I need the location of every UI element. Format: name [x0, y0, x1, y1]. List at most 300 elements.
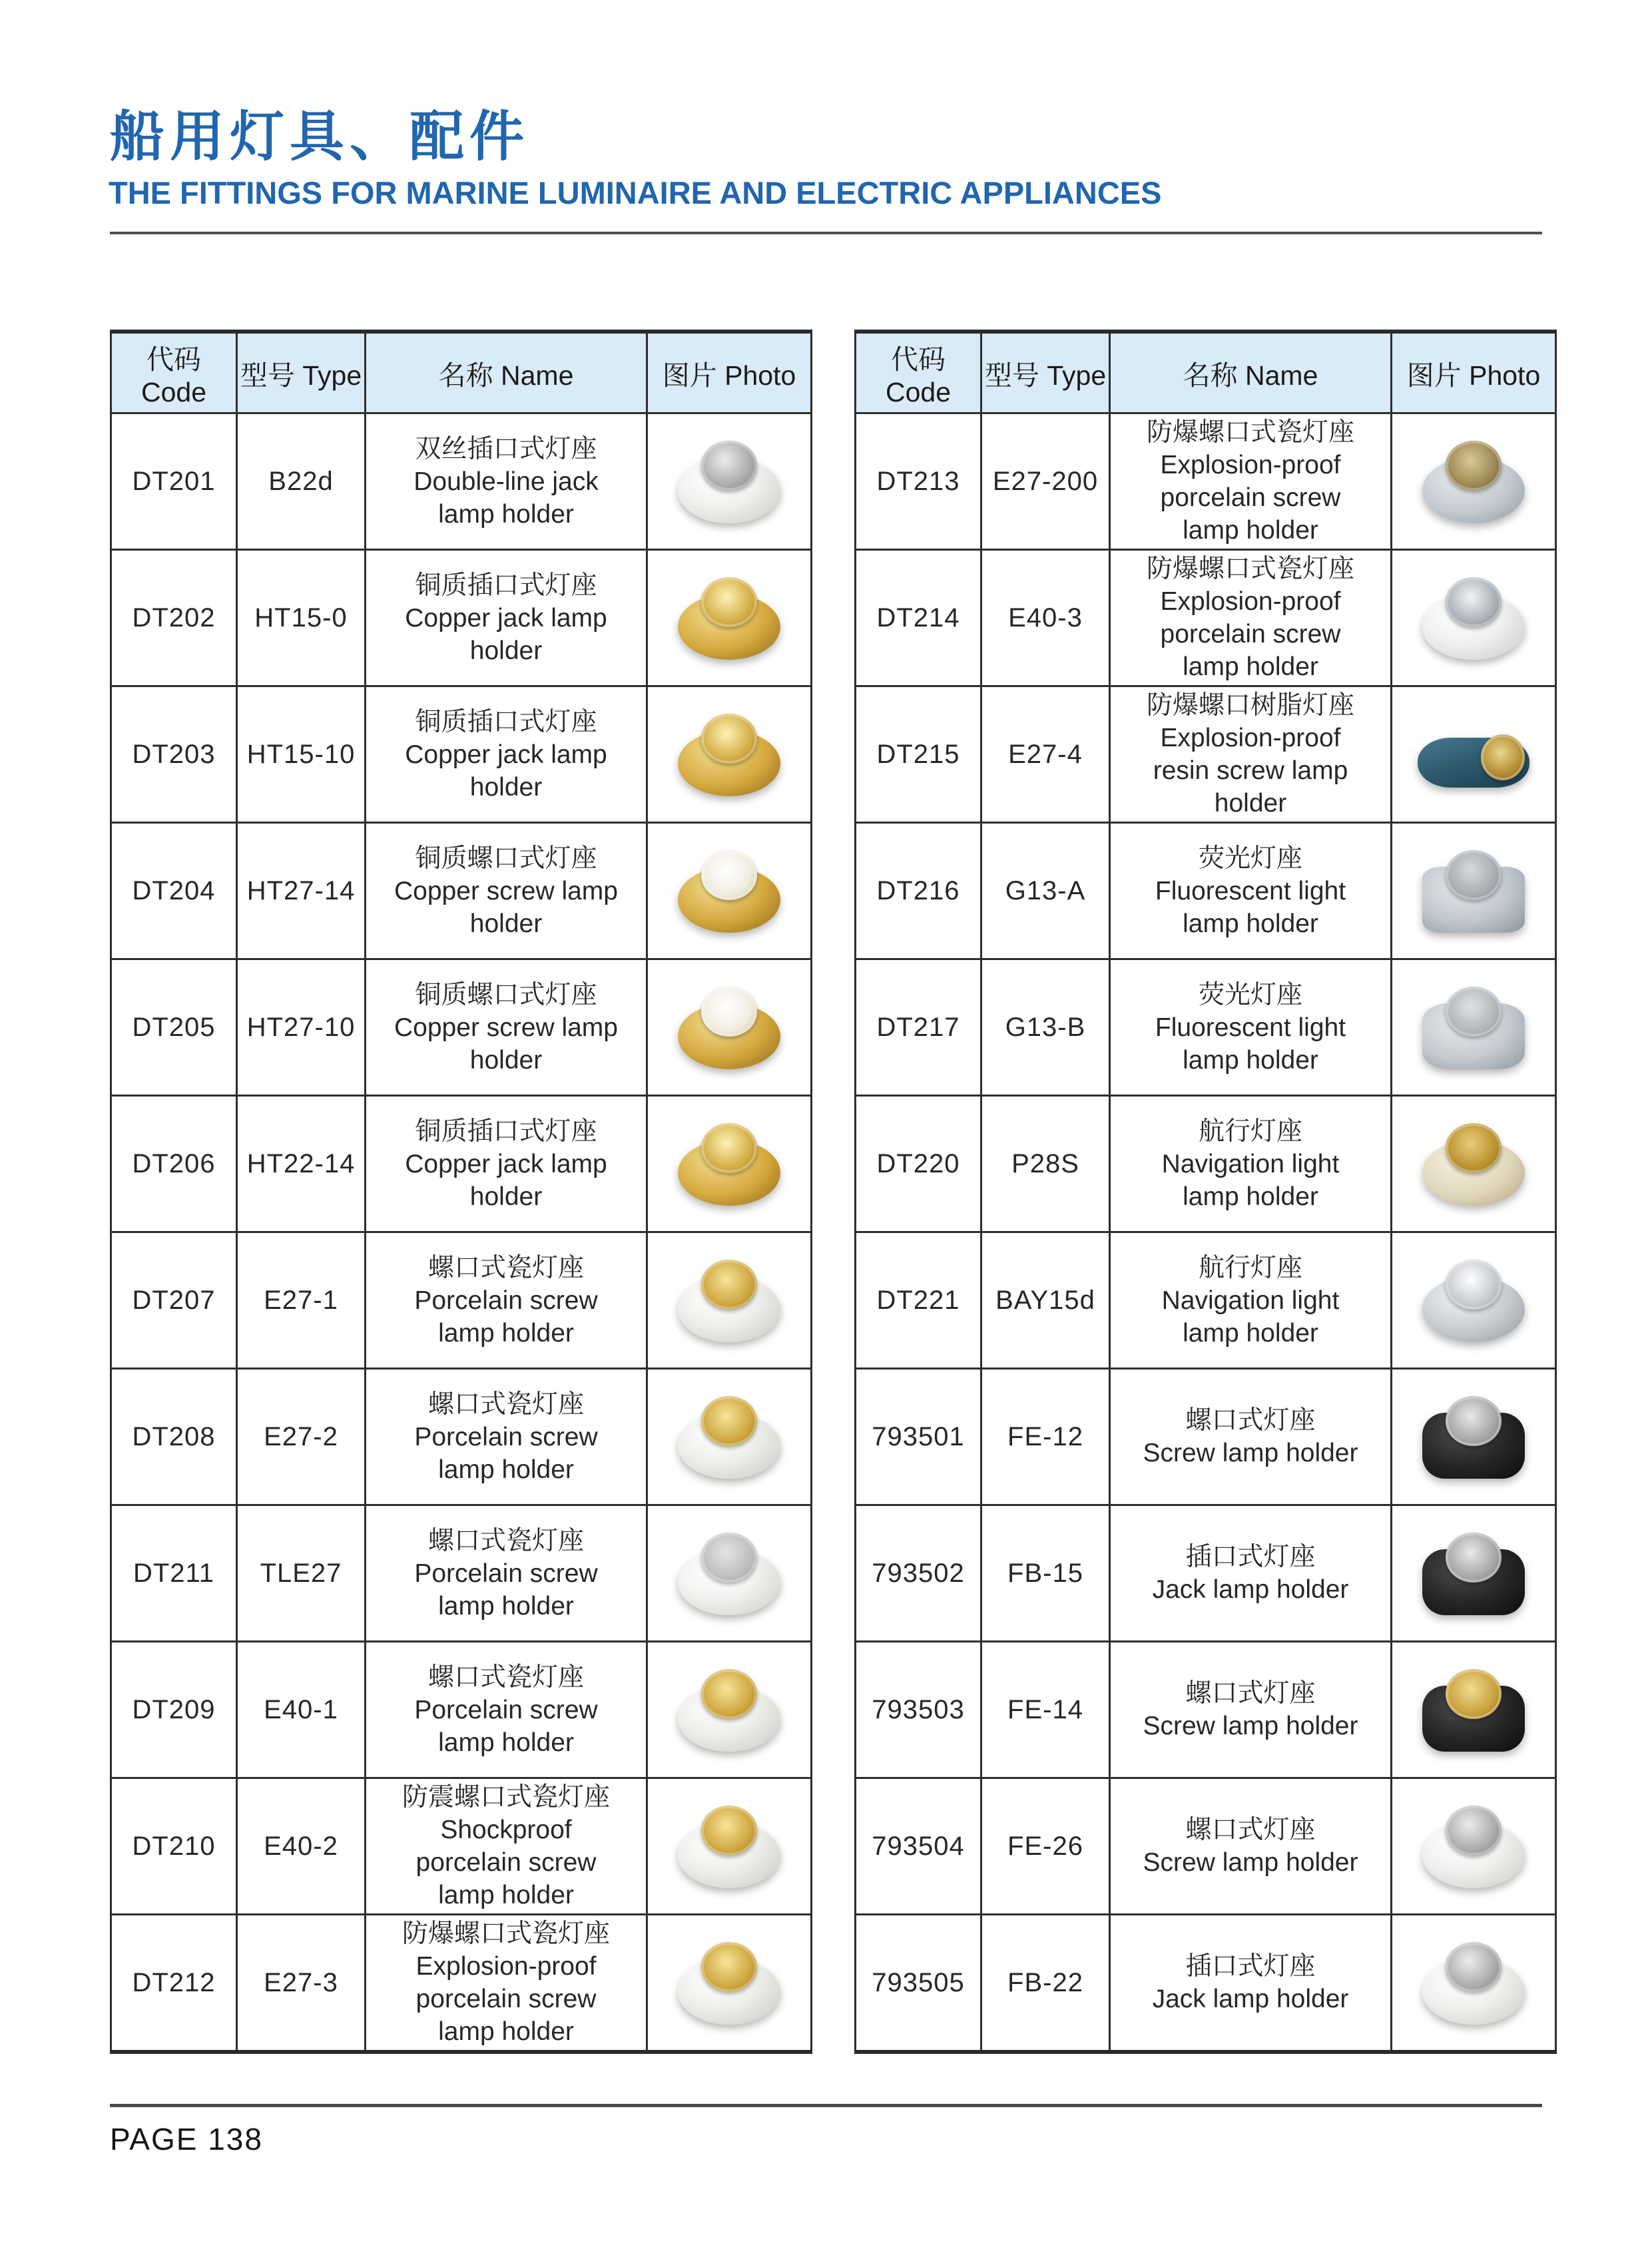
type-cell — [237, 1232, 366, 1369]
product-name-en: Shockproof porcelain screw lamp holder — [415, 1816, 597, 1909]
photo-cell — [1392, 686, 1556, 823]
product-name — [1111, 1950, 1390, 2015]
product-type: E27-2 — [264, 1421, 338, 1451]
product-code: 793503 — [872, 1694, 965, 1724]
product-name-en: Jack lamp holder — [1152, 1985, 1349, 2013]
product-name-zh: 防爆螺口树脂灯座 — [1146, 691, 1354, 720]
photo-cell — [647, 1505, 812, 1642]
table-row — [111, 686, 812, 823]
product-code: 793502 — [872, 1558, 965, 1588]
product-name-zh: 防爆螺口式瓷灯座 — [402, 1919, 610, 1948]
photo-cell — [647, 550, 812, 686]
product-name-zh: 防爆螺口式瓷灯座 — [1146, 418, 1354, 447]
product-name-en: Navigation light lamp holder — [1161, 1286, 1340, 1348]
product-name — [366, 842, 646, 940]
product-name-zh: 螺口式灯座 — [1185, 1679, 1316, 1708]
product-name-en: Explosion-proof porcelain screw lamp holder — [415, 1952, 597, 2046]
product-type: FB-22 — [1007, 1967, 1083, 1997]
code-cell — [856, 1778, 981, 1915]
table-row — [111, 413, 812, 550]
photo-core-shape — [1446, 1942, 1502, 1992]
photo-core-shape — [701, 441, 757, 491]
product-code: DT209 — [132, 1694, 216, 1724]
product-type: B22d — [268, 466, 334, 496]
type-cell — [237, 686, 366, 823]
name-cell — [1110, 550, 1392, 686]
photo-core-shape — [1446, 1123, 1502, 1173]
product-code: DT208 — [132, 1421, 216, 1451]
product-type: HT15-10 — [246, 739, 356, 769]
product-name — [1111, 1814, 1390, 1879]
type-cell — [981, 413, 1110, 550]
product-photo — [1416, 981, 1532, 1073]
product-name-en: Porcelain screw lamp holder — [414, 1422, 598, 1484]
code-cell — [111, 1915, 237, 2053]
photo-cell — [647, 686, 812, 823]
name-cell — [366, 823, 647, 959]
product-name-en: Fluorescent light lamp holder — [1155, 876, 1346, 938]
code-cell — [856, 1642, 981, 1778]
table-row — [111, 959, 812, 1096]
table-row — [111, 550, 812, 686]
product-type: E27-1 — [264, 1285, 338, 1315]
product-type: TLE27 — [260, 1558, 342, 1588]
product-photo — [671, 981, 788, 1073]
product-name-en: Double-line jack lamp holder — [413, 467, 599, 529]
product-type: E27-4 — [1008, 739, 1083, 769]
catalog-table-right — [854, 330, 1557, 2054]
photo-cell — [647, 1232, 812, 1369]
product-name-zh: 插口式灯座 — [1185, 1543, 1316, 1571]
product-type: E40-2 — [264, 1831, 338, 1861]
table-row — [111, 1369, 812, 1505]
product-name-en: Screw lamp holder — [1143, 1848, 1358, 1877]
code-cell — [111, 1369, 237, 1505]
name-cell — [1110, 413, 1392, 550]
product-photo — [1416, 572, 1532, 664]
footer-divider — [110, 2104, 1542, 2107]
photo-core-shape — [701, 1806, 757, 1856]
table-row — [856, 413, 1556, 550]
type-cell — [237, 413, 366, 550]
product-type: G13-A — [1005, 875, 1086, 905]
header-row — [111, 332, 812, 413]
product-type: E40-3 — [1008, 603, 1083, 632]
table-row — [111, 1096, 812, 1232]
table-row — [111, 1232, 812, 1369]
name-cell — [366, 1915, 647, 2053]
table-row — [856, 1232, 1556, 1369]
product-type: HT22-14 — [246, 1148, 356, 1178]
table-head-right — [856, 332, 1556, 413]
product-name-zh: 螺口式瓷灯座 — [427, 1662, 584, 1692]
code-cell — [111, 1778, 237, 1915]
product-photo — [671, 1118, 788, 1210]
product-photo — [671, 1664, 788, 1756]
product-code: DT214 — [876, 603, 960, 632]
product-code: DT204 — [132, 875, 216, 905]
photo-cell — [647, 823, 812, 959]
code-cell — [856, 686, 981, 823]
photo-cell — [1392, 550, 1556, 686]
photo-cell — [1392, 1369, 1556, 1505]
photo-core-shape — [1481, 734, 1525, 780]
photo-core-shape — [1446, 577, 1502, 627]
photo-core-shape — [1446, 1533, 1502, 1583]
product-name-en: Navigation light lamp holder — [1161, 1149, 1340, 1211]
code-cell — [856, 1096, 981, 1232]
product-code: DT203 — [132, 739, 216, 769]
product-type: HT27-14 — [246, 875, 356, 905]
photo-cell — [1392, 823, 1556, 959]
product-code: DT216 — [876, 875, 960, 905]
code-cell — [111, 823, 237, 959]
product-name — [366, 433, 646, 531]
product-code: 793504 — [872, 1831, 965, 1861]
type-cell — [237, 1369, 366, 1505]
product-code: DT202 — [132, 603, 216, 632]
product-name-zh: 铜质螺口式灯座 — [415, 980, 597, 1009]
product-photo — [671, 1937, 788, 2029]
product-name — [1111, 689, 1390, 820]
table-row — [111, 1915, 812, 2053]
product-photo — [1416, 1254, 1532, 1346]
name-cell — [366, 1642, 647, 1778]
table-row — [856, 1505, 1556, 1642]
product-name — [366, 569, 646, 667]
photo-cell — [647, 1778, 812, 1915]
product-name-zh: 螺口式瓷灯座 — [427, 1253, 584, 1282]
product-photo — [671, 708, 788, 800]
product-name-en: Screw lamp holder — [1143, 1439, 1358, 1467]
product-name-en: Copper jack lamp holder — [405, 1149, 607, 1211]
col-header-name: 名称 Name — [1110, 332, 1392, 413]
photo-core-shape — [701, 987, 757, 1037]
product-name — [366, 706, 646, 804]
code-cell — [856, 959, 981, 1096]
type-cell — [981, 686, 1110, 823]
photo-cell — [647, 959, 812, 1096]
table-row — [111, 1505, 812, 1642]
product-name — [366, 1525, 646, 1622]
name-cell — [1110, 686, 1392, 823]
header-divider — [110, 232, 1542, 234]
product-name-zh: 螺口式瓷灯座 — [427, 1526, 584, 1555]
product-type: FE-14 — [1007, 1694, 1083, 1724]
type-cell — [981, 959, 1110, 1096]
product-code: DT213 — [876, 466, 960, 496]
product-code: DT210 — [132, 1831, 216, 1861]
product-photo — [1416, 435, 1532, 527]
product-type: E40-1 — [264, 1694, 338, 1724]
product-type: HT27-10 — [246, 1012, 356, 1042]
type-cell — [237, 1778, 366, 1915]
product-name — [1111, 1115, 1390, 1213]
col-header-photo: 图片 Photo — [1392, 332, 1556, 413]
photo-core-shape — [701, 1533, 757, 1583]
name-cell — [366, 959, 647, 1096]
product-code: 793505 — [872, 1967, 965, 1997]
photo-core-shape — [1446, 1260, 1502, 1310]
code-cell — [111, 1642, 237, 1778]
product-name-zh: 防震螺口式瓷灯座 — [402, 1783, 610, 1812]
type-cell — [237, 823, 366, 959]
type-cell — [237, 959, 366, 1096]
name-cell — [366, 1505, 647, 1642]
product-name-en: Fluorescent light lamp holder — [1155, 1013, 1346, 1075]
product-photo — [1416, 1800, 1532, 1892]
product-name-zh: 防爆螺口式瓷灯座 — [1146, 555, 1354, 583]
table-row — [856, 1642, 1556, 1778]
product-photo — [671, 1254, 788, 1346]
name-cell — [1110, 1096, 1392, 1232]
product-photo — [1416, 1664, 1532, 1756]
product-name-zh: 双丝插口式灯座 — [415, 434, 597, 463]
col-header-type: 型号 Type — [237, 332, 366, 413]
type-cell — [981, 1642, 1110, 1778]
photo-core-shape — [701, 577, 757, 627]
product-code: DT220 — [876, 1148, 960, 1178]
product-name-en: Explosion-proof resin screw lamp holder — [1153, 724, 1348, 818]
product-type: E27-200 — [992, 466, 1099, 496]
table-row — [856, 1778, 1556, 1915]
type-cell — [981, 1505, 1110, 1642]
product-name — [1111, 416, 1390, 547]
type-cell — [981, 1232, 1110, 1369]
table-head-left — [111, 332, 812, 413]
product-code: DT215 — [876, 739, 960, 769]
product-name — [1111, 1541, 1390, 1606]
table-row — [111, 1642, 812, 1778]
name-cell — [366, 686, 647, 823]
col-header-type: 型号 Type — [981, 332, 1110, 413]
catalog-table-left — [110, 330, 812, 2054]
product-name — [366, 1252, 646, 1350]
photo-cell — [1392, 1778, 1556, 1915]
product-name-zh: 荧光灯座 — [1198, 980, 1302, 1009]
name-cell — [1110, 1505, 1392, 1642]
product-name-zh: 荧光灯座 — [1198, 844, 1302, 873]
product-code: DT206 — [132, 1148, 216, 1178]
product-name-zh: 铜质插口式灯座 — [415, 707, 597, 736]
product-type: FB-15 — [1007, 1558, 1083, 1588]
name-cell — [1110, 1369, 1392, 1505]
code-cell — [856, 1232, 981, 1369]
code-cell — [111, 413, 237, 550]
table-row — [856, 686, 1556, 823]
name-cell — [366, 413, 647, 550]
table-row — [111, 1778, 812, 1915]
product-code: DT201 — [132, 466, 216, 496]
product-code: DT221 — [876, 1285, 960, 1315]
table-body-left — [111, 413, 812, 2053]
type-cell — [981, 1915, 1110, 2053]
photo-cell — [1392, 959, 1556, 1096]
type-cell — [981, 550, 1110, 686]
photo-cell — [647, 1369, 812, 1505]
product-photo — [671, 1391, 788, 1483]
photo-cell — [647, 1096, 812, 1232]
product-name-en: Screw lamp holder — [1143, 1712, 1358, 1740]
product-name — [1111, 1677, 1390, 1742]
product-name — [366, 1781, 646, 1911]
product-type: BAY15d — [995, 1285, 1095, 1315]
col-header-name: 名称 Name — [366, 332, 647, 413]
type-cell — [237, 1096, 366, 1232]
type-cell — [981, 823, 1110, 959]
product-name-en: Copper screw lamp holder — [394, 876, 618, 938]
table-row — [856, 1369, 1556, 1505]
product-name-en: Copper jack lamp holder — [405, 603, 607, 665]
product-name-en: Copper jack lamp holder — [405, 740, 607, 802]
type-cell — [981, 1369, 1110, 1505]
photo-cell — [1392, 1915, 1556, 2053]
photo-core-shape — [1446, 441, 1502, 491]
code-cell — [856, 413, 981, 550]
photo-core-shape — [701, 1260, 757, 1310]
product-photo — [671, 1800, 788, 1892]
table-row — [856, 959, 1556, 1096]
product-name-zh: 铜质螺口式灯座 — [415, 844, 597, 873]
photo-cell — [1392, 413, 1556, 550]
product-type: G13-B — [1005, 1012, 1086, 1042]
col-header-photo: 图片 Photo — [647, 332, 812, 413]
product-name-en: Jack lamp holder — [1152, 1575, 1349, 1604]
photo-core-shape — [1446, 850, 1502, 900]
product-name-en: Porcelain screw lamp holder — [414, 1286, 598, 1348]
photo-cell — [1392, 1505, 1556, 1642]
name-cell — [1110, 1778, 1392, 1915]
product-photo — [1416, 1391, 1532, 1483]
product-photo — [1416, 708, 1532, 800]
product-photo — [671, 845, 788, 937]
type-cell — [981, 1096, 1110, 1232]
product-name-zh: 航行灯座 — [1198, 1253, 1302, 1282]
code-cell — [856, 823, 981, 959]
page-title-en: THE FITTINGS FOR MARINE LUMINAIRE AND ELECTRIC APPLIANCES — [109, 175, 1162, 210]
product-type: HT15-0 — [254, 603, 348, 632]
product-name-zh: 螺口式灯座 — [1185, 1816, 1316, 1844]
col-header-code: 代码 Code — [111, 332, 237, 413]
photo-core-shape — [1446, 1669, 1502, 1719]
product-photo — [671, 1527, 788, 1619]
product-code: 793501 — [872, 1421, 965, 1451]
product-name — [1111, 842, 1390, 940]
name-cell — [366, 1369, 647, 1505]
product-name-zh: 插口式灯座 — [1185, 1952, 1316, 1981]
page-title-zh: 船用灯具、配件 — [110, 107, 530, 167]
product-name-en: Explosion-proof porcelain screw lamp holder — [1160, 587, 1341, 681]
table-row — [856, 823, 1556, 959]
product-name-en: Copper screw lamp holder — [394, 1013, 618, 1075]
product-photo — [1416, 1937, 1532, 2029]
photo-core-shape — [701, 1396, 757, 1446]
product-code: DT205 — [132, 1012, 216, 1042]
header-row — [856, 332, 1556, 413]
product-name — [1111, 553, 1390, 683]
photo-core-shape — [701, 850, 757, 900]
photo-core-shape — [701, 1123, 757, 1173]
code-cell — [856, 1915, 981, 2053]
product-name-zh: 铜质插口式灯座 — [415, 571, 597, 600]
code-cell — [111, 686, 237, 823]
product-name — [366, 1917, 646, 2048]
product-name-zh: 螺口式瓷灯座 — [427, 1389, 584, 1419]
table-row — [111, 823, 812, 959]
type-cell — [237, 550, 366, 686]
name-cell — [366, 1232, 647, 1369]
code-cell — [856, 1369, 981, 1505]
product-photo — [1416, 1527, 1532, 1619]
product-photo — [671, 572, 788, 664]
table-body-right — [856, 413, 1556, 2053]
product-name-en: Porcelain screw lamp holder — [414, 1559, 598, 1620]
code-cell — [111, 1505, 237, 1642]
product-name — [366, 1661, 646, 1759]
code-cell — [856, 1505, 981, 1642]
photo-core-shape — [1446, 987, 1502, 1037]
type-cell — [237, 1915, 366, 2053]
product-code: DT211 — [133, 1558, 215, 1588]
product-name — [1111, 979, 1390, 1077]
product-code: DT217 — [876, 1012, 960, 1042]
photo-cell — [1392, 1096, 1556, 1232]
product-photo — [1416, 1118, 1532, 1210]
table-row — [856, 1915, 1556, 2053]
product-photo — [671, 435, 788, 527]
name-cell — [1110, 823, 1392, 959]
photo-core-shape — [701, 714, 757, 764]
product-name — [366, 1388, 646, 1486]
name-cell — [1110, 1915, 1392, 2053]
name-cell — [1110, 959, 1392, 1096]
name-cell — [366, 1778, 647, 1915]
page-number: PAGE 138 — [110, 2122, 263, 2156]
type-cell — [237, 1642, 366, 1778]
photo-cell — [1392, 1232, 1556, 1369]
table-row — [856, 1096, 1556, 1232]
photo-core-shape — [1446, 1396, 1502, 1446]
name-cell — [366, 1096, 647, 1232]
product-name-en: Porcelain screw lamp holder — [414, 1695, 598, 1757]
code-cell — [111, 550, 237, 686]
name-cell — [1110, 1232, 1392, 1369]
type-cell — [237, 1505, 366, 1642]
type-cell — [981, 1778, 1110, 1915]
name-cell — [366, 550, 647, 686]
photo-cell — [647, 1915, 812, 2053]
product-name-zh: 铜质插口式灯座 — [415, 1117, 597, 1146]
code-cell — [111, 959, 237, 1096]
product-photo — [1416, 845, 1532, 937]
product-name-en: Explosion-proof porcelain screw lamp holder — [1160, 451, 1341, 545]
product-name — [366, 1115, 646, 1213]
code-cell — [111, 1232, 237, 1369]
product-name — [1111, 1252, 1390, 1350]
code-cell — [856, 550, 981, 686]
product-type: P28S — [1011, 1148, 1079, 1178]
product-name — [366, 979, 646, 1077]
photo-core-shape — [1446, 1806, 1502, 1856]
name-cell — [1110, 1642, 1392, 1778]
photo-core-shape — [701, 1669, 757, 1719]
product-code: DT212 — [132, 1967, 216, 1997]
photo-core-shape — [701, 1942, 757, 1992]
photo-cell — [1392, 1642, 1556, 1778]
product-name — [1111, 1404, 1390, 1469]
product-type: E27-3 — [264, 1967, 338, 1997]
product-type: FE-26 — [1007, 1831, 1083, 1861]
